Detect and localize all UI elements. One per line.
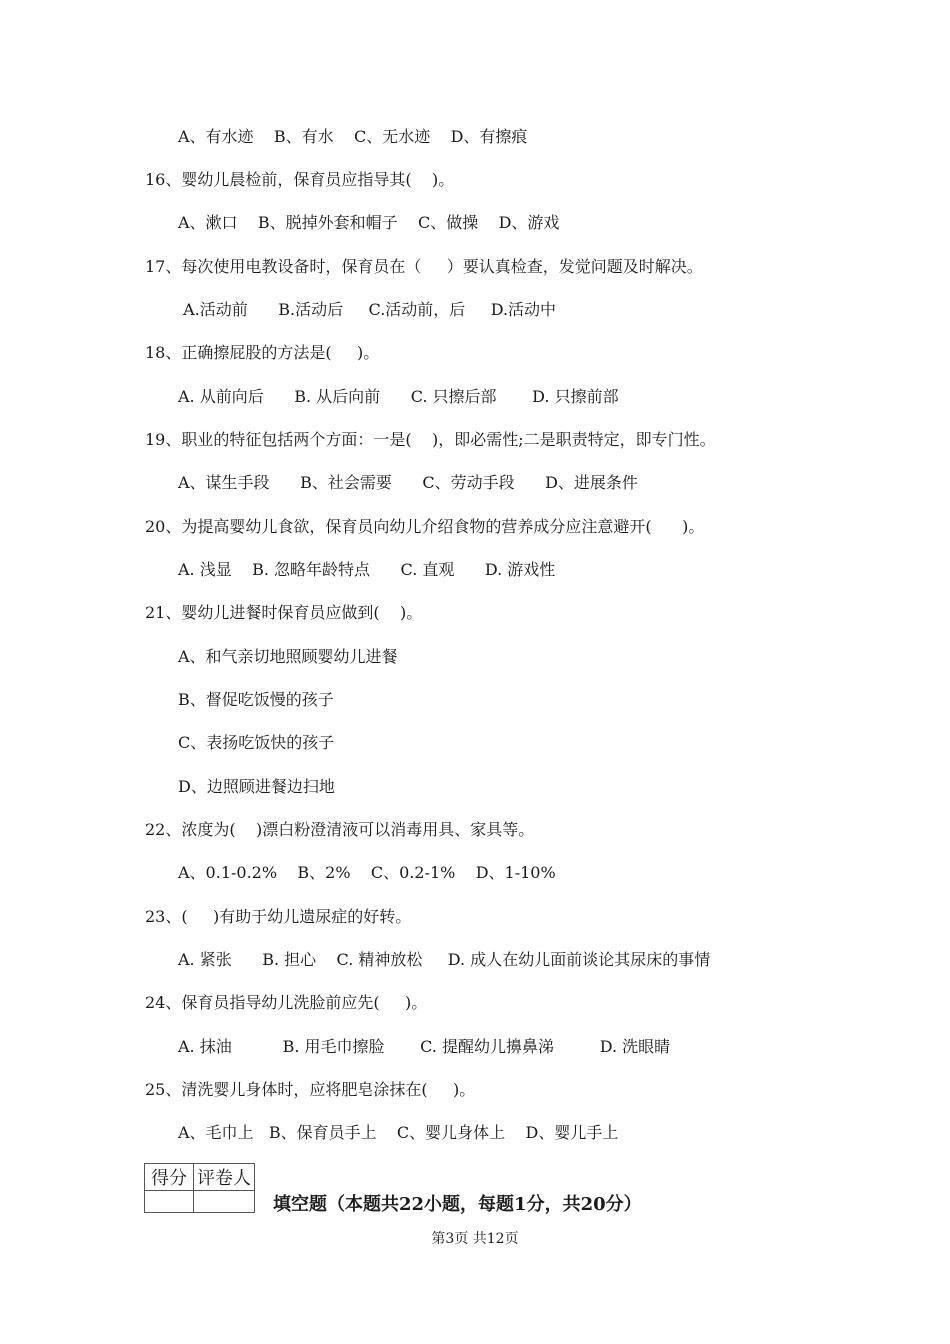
section-title: 填空题（本题共22小题，每题1分，共20分）: [273, 1194, 642, 1215]
question-line: 25、清洗婴儿身体时，应将肥皂涂抹在( )。: [145, 1080, 476, 1099]
options-line: A、有水迹 B、有水 C、无水迹 D、有擦痕: [178, 127, 528, 146]
options-line: B、督促吃饭慢的孩子: [178, 690, 334, 709]
options-line: A、毛巾上 B、保育员手上 C、婴儿身体上 D、婴儿手上: [178, 1123, 619, 1142]
options-line: A.活动前 B.活动后 C.活动前，后 D.活动中: [178, 300, 557, 319]
grader-cell: [194, 1191, 255, 1213]
options-line: C、表扬吃饭快的孩子: [178, 733, 335, 752]
options-line: D、边照顾进餐边扫地: [178, 777, 335, 796]
score-cell: [145, 1191, 194, 1213]
options-line: A、漱口 B、脱掉外套和帽子 C、做操 D、游戏: [178, 213, 560, 232]
question-line: 22、浓度为( )漂白粉澄清液可以消毒用具、家具等。: [145, 820, 535, 839]
options-line: A. 紧张 B. 担心 C. 精神放松 D. 成人在幼儿面前谈论其尿床的事情: [178, 950, 711, 969]
question-line: 24、保育员指导幼儿洗脸前应先( )。: [145, 993, 428, 1012]
options-line: A、谋生手段 B、社会需要 C、劳动手段 D、进展条件: [178, 473, 638, 492]
score-table: [144, 1163, 255, 1213]
options-line: A、和气亲切地照顾婴幼儿进餐: [178, 647, 398, 666]
score-header: 得分: [145, 1164, 194, 1191]
page-footer: 第3页 共12页: [431, 1231, 519, 1247]
options-line: A. 从前向后 B. 从后向前 C. 只擦后部 D. 只擦前部: [178, 387, 619, 406]
question-line: 16、婴幼儿晨检前，保育员应指导其( )。: [145, 170, 455, 189]
question-line: 20、为提高婴幼儿食欲，保育员向幼儿介绍食物的营养成分应注意避开( )。: [145, 517, 705, 536]
grader-header: 评卷人: [194, 1164, 255, 1191]
question-line: 23、( )有助于幼儿遗尿症的好转。: [145, 907, 412, 926]
question-line: 21、婴幼儿进餐时保育员应做到( )。: [145, 603, 423, 622]
question-line: 17、每次使用电教设备时，保育员在（ ）要认真检查，发觉问题及时解决。: [145, 257, 703, 276]
question-line: 19、职业的特征包括两个方面：一是( )，即必需性;二是职责特定，即专门性。: [145, 430, 716, 449]
options-line: A. 浅显 B. 忽略年龄特点 C. 直观 D. 游戏性: [178, 560, 556, 579]
question-line: 18、正确擦屁股的方法是( )。: [145, 343, 380, 362]
options-line: A. 抹油 B. 用毛巾擦脸 C. 提醒幼儿擤鼻涕 D. 洗眼睛: [178, 1037, 671, 1056]
options-line: A、0.1-0.2% B、2% C、0.2-1% D、1-10%: [178, 863, 556, 882]
